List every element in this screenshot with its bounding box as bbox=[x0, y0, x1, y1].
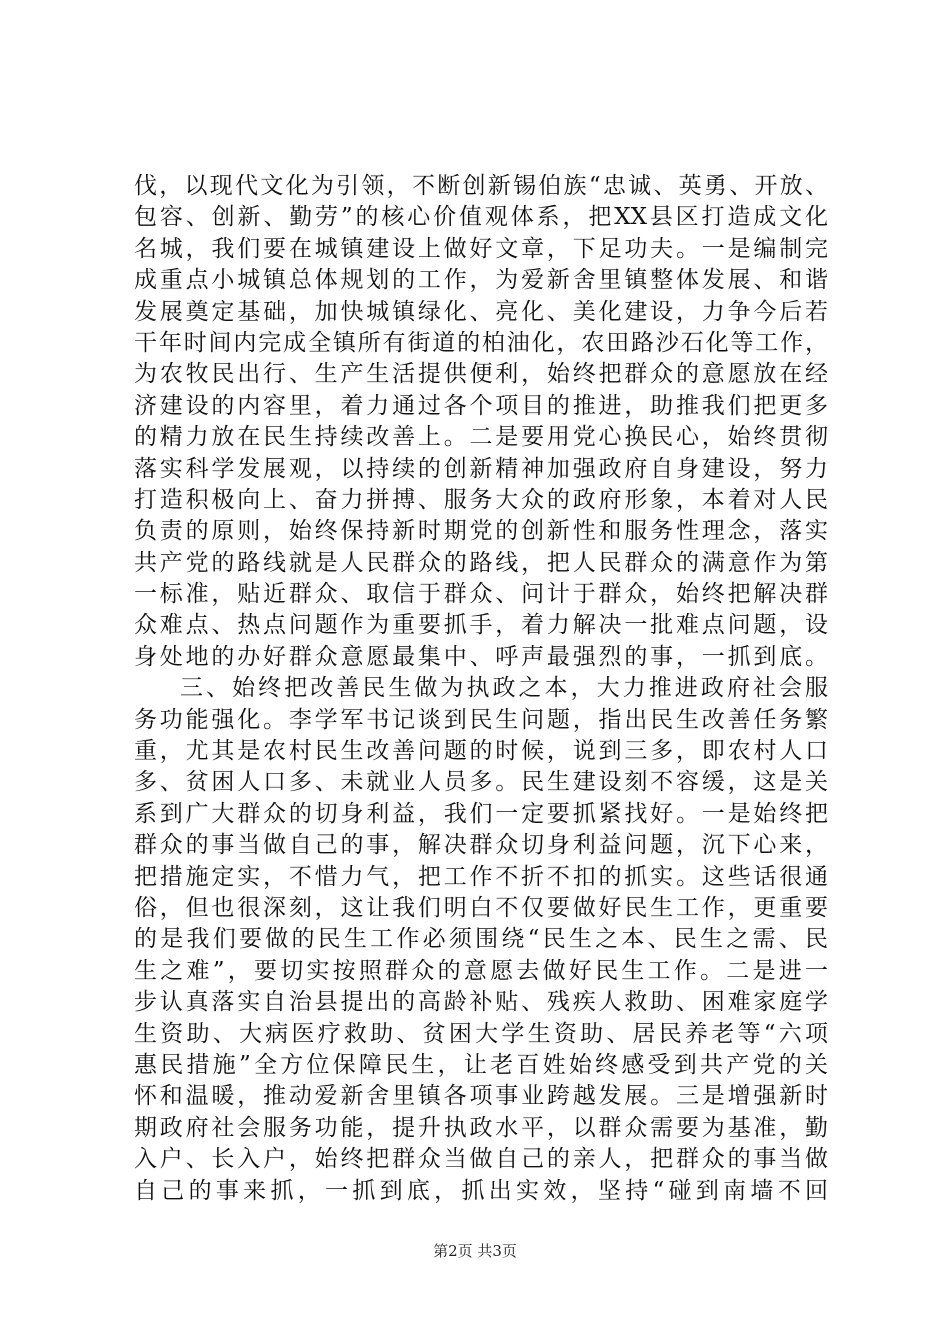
text-line: 济建设的内容里，着力通过各个项目的推进，助推我们把更多 bbox=[134, 392, 828, 419]
text-line: 的是我们要做的民生工作必须围绕“民生之本、民生之需、民 bbox=[134, 926, 828, 953]
text-line: 入户、长入户，始终把群众当做自己的亲人，把群众的事当做 bbox=[134, 1146, 828, 1173]
text-line: 干年时间内完成全镇所有街道的柏油化，农田路沙石化等工作， bbox=[134, 329, 828, 356]
text-line: 为农牧民出行、生产生活提供便利，始终把群众的意愿放在经 bbox=[134, 361, 828, 388]
text-line: 三、始终把改善民生做为执政之本，大力推进政府社会服 bbox=[180, 675, 828, 702]
text-line: 惠民措施”全方位保障民生，让老百姓始终感受到共产党的关 bbox=[134, 1051, 828, 1078]
text-line: 生资助、大病医疗救助、贫困大学生资助、居民养老等“六项 bbox=[134, 1020, 828, 1047]
text-line: 自己的事来抓，一抓到底，抓出实效，坚持“碰到南墙不回 bbox=[134, 1177, 828, 1204]
text-line: 生之难”，要切实按照群众的意愿去做好民生工作。二是进一 bbox=[134, 957, 828, 984]
text-line: 务功能强化。李学军书记谈到民生问题，指出民生改善任务繁 bbox=[134, 706, 828, 733]
page-number-footer: 第2页 共3页 bbox=[433, 1242, 517, 1260]
paragraph-1 bbox=[134, 171, 828, 673]
text-line: 打造积极向上、奋力拼搏、服务大众的政府形象，本着对人民 bbox=[134, 486, 828, 513]
text-line: 包容、创新、勤劳”的核心价值观体系，把XX县区打造成文化 bbox=[134, 204, 828, 231]
text-line: 俗，但也很深刻，这让我们明白不仅要做好民生工作，更重要 bbox=[134, 894, 828, 921]
text-line: 落实科学发展观，以持续的创新精神加强政府自身建设，努力 bbox=[134, 455, 828, 482]
text-line: 怀和温暖，推动爱新舍里镇各项事业跨越发展。三是增强新时 bbox=[134, 1083, 828, 1110]
text-line: 把措施定实，不惜力气，把工作不折不扣的抓实。这些话很通 bbox=[134, 863, 828, 890]
text-line: 步认真落实自治县提出的高龄补贴、残疾人救助、困难家庭学 bbox=[134, 989, 828, 1016]
text-line: 系到广大群众的切身利益，我们一定要抓紧找好。一是始终把 bbox=[134, 800, 828, 827]
text-line: 成重点小城镇总体规划的工作，为爱新舍里镇整体发展、和谐 bbox=[134, 267, 828, 294]
text-line: 共产党的路线就是人民群众的路线，把人民群众的满意作为第 bbox=[134, 549, 828, 576]
text-line: 一标准，贴近群众、取信于群众、问计于群众，始终把解决群 bbox=[134, 581, 828, 608]
text-line: 负责的原则，始终保持新时期党的创新性和服务性理念，落实 bbox=[134, 518, 828, 545]
text-line: 群众的事当做自己的事，解决群众切身利益问题，沉下心来， bbox=[134, 832, 828, 859]
text-line: 多、贫困人口多、未就业人员多。民生建设刻不容缓，这是关 bbox=[134, 769, 828, 796]
text-line: 重，尤其是农村民生改善问题的时候，说到三多，即农村人口 bbox=[134, 738, 828, 765]
text-line: 众难点、热点问题作为重要抓手，着力解决一批难点问题，设 bbox=[134, 612, 828, 639]
text-line: 身处地的办好群众意愿最集中、呼声最强烈的事，一抓到底。 bbox=[134, 643, 828, 670]
text-line: 伐，以现代文化为引领，不断创新锡伯族“忠诚、英勇、开放、 bbox=[134, 173, 828, 199]
paragraph-2 bbox=[134, 673, 828, 1207]
text-line: 期政府社会服务功能，提升执政水平，以群众需要为基准，勤 bbox=[134, 1114, 828, 1141]
text-line: 名城，我们要在城镇建设上做好文章，下足功夫。一是编制完 bbox=[134, 235, 828, 262]
document-body bbox=[134, 171, 828, 1207]
text-line: 发展奠定基础，加快城镇绿化、亮化、美化建设，力争今后若 bbox=[134, 298, 828, 325]
text-line: 的精力放在民生持续改善上。二是要用党心换民心，始终贯彻 bbox=[134, 424, 828, 451]
